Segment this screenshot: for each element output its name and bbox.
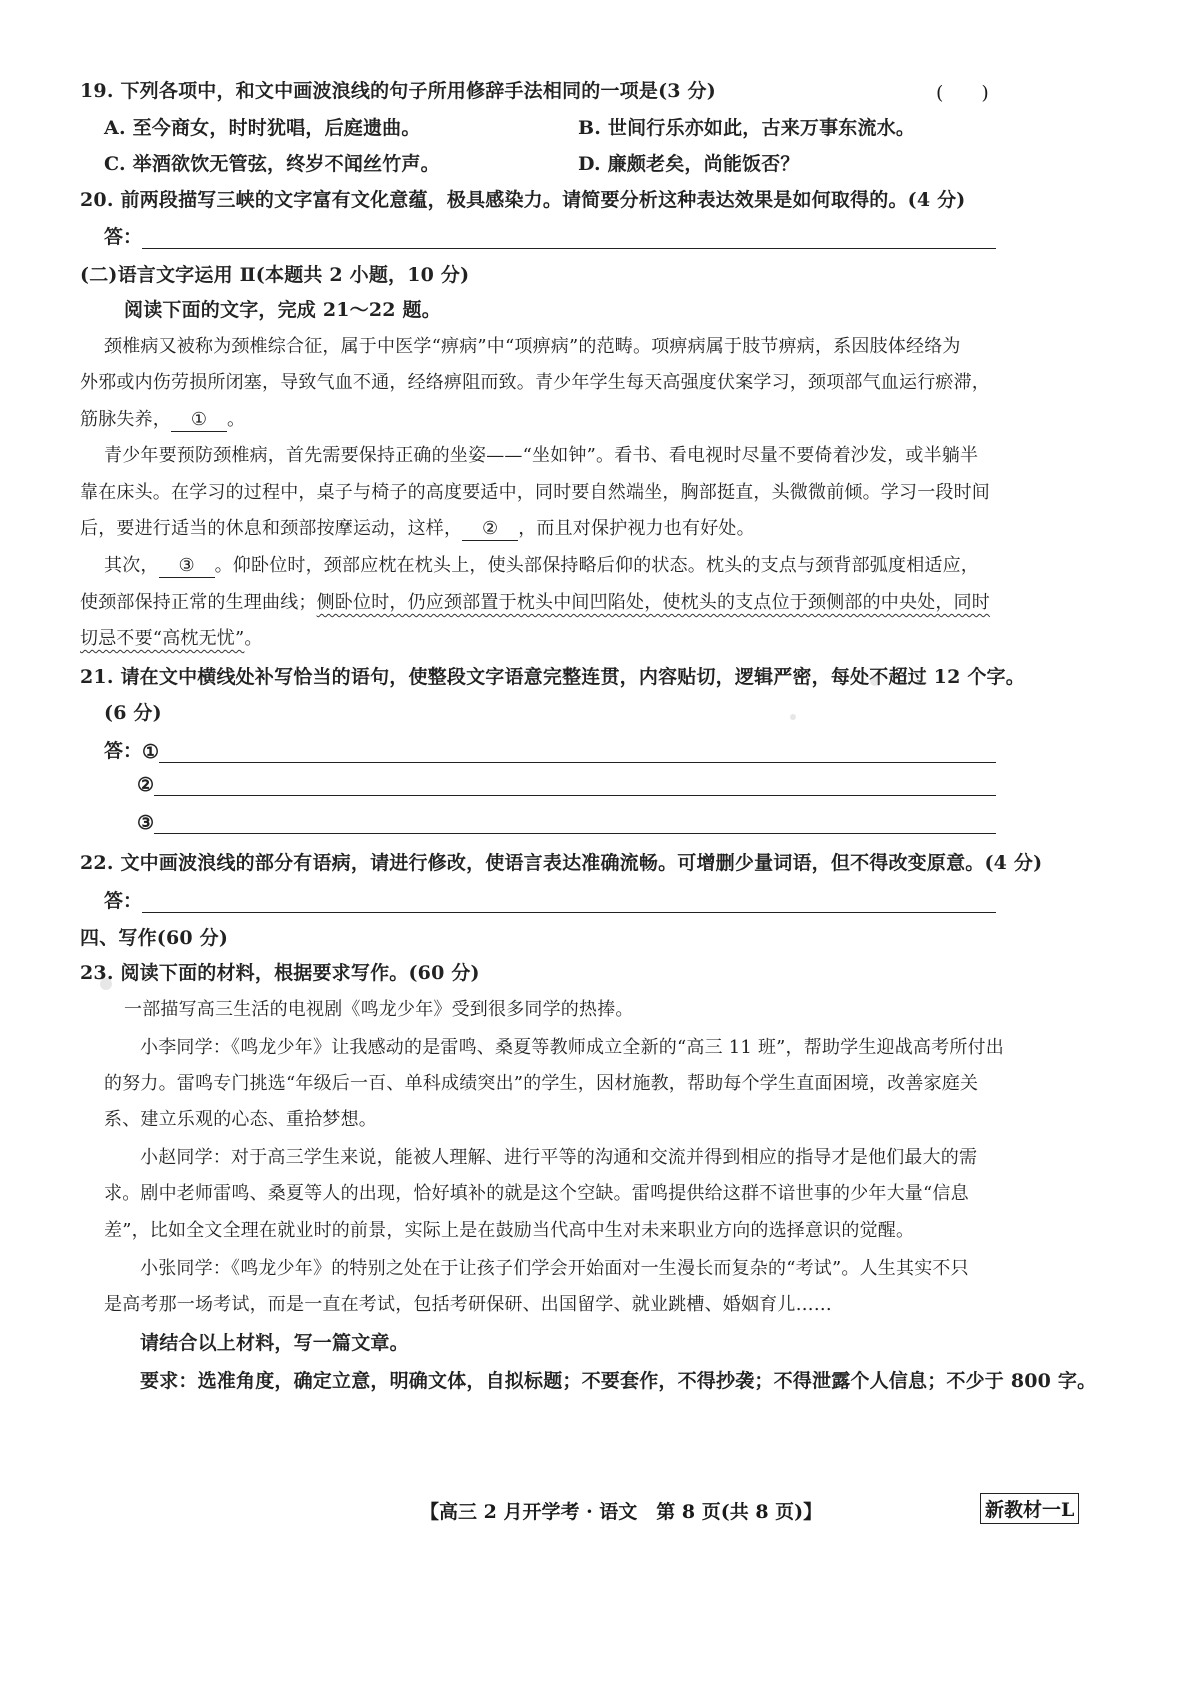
answer-line[interactable] <box>142 230 996 249</box>
option-a: A. 至今商女，时时犹唱，后庭遗曲。 <box>104 117 421 139</box>
passage-line: 切忌不要“高枕无忧”。 <box>80 628 263 649</box>
question-20-stem: 20. 前两段描写三峡的文字富有文化意蕴，极具感染力。请简要分析这种表达效果是如何取得的。(4 分) <box>80 189 966 211</box>
blank-1: ① <box>171 409 227 432</box>
scan-smudge <box>790 714 796 720</box>
material-line: 的努力。雷鸣专门挑选“年级后一百、单科成绩突出”的学生，因材施教，帮助每个学生直面困境，改善家庭关 <box>104 1073 979 1094</box>
passage-line: 外邪或内伤劳损所闭塞，导致气血不通，经络痹阻而致。青少年学生每天高强度伏案学习，颈项部气血运行瘀滞， <box>80 372 990 393</box>
answer-number: ② <box>137 774 155 796</box>
option-b: B. 世间行乐亦如此，古来万事东流水。 <box>578 117 916 139</box>
material-line: 小赵同学：对于高三学生来说，能被人理解、进行平等的沟通和交流并得到相应的指导才是他们最大的需 <box>140 1147 978 1168</box>
answer-label: 答： <box>104 890 143 912</box>
section-heading: (二)语言文字运用 Ⅱ(本题共 2 小题，10 分) <box>80 264 470 286</box>
material-line: 求。剧中老师雷鸣、桑夏等人的出现，恰好填补的就是这个空缺。雷鸣提供给这群不谙世事的少年大量“信息 <box>104 1183 969 1204</box>
passage-line: 靠在床头。在学习的过程中，桌子与椅子的高度要适中，同时要自然端坐，胸部挺直，头微微前倾。学习一段时间 <box>80 482 990 503</box>
material-line: 差”，比如全文全理在就业时的前景，实际上是在鼓励当代高中生对未来职业方向的选择意识的觉醒。 <box>104 1220 915 1241</box>
passage-line: 筋脉失养， ① 。 <box>80 409 246 430</box>
answer-row-21-1[interactable] <box>104 736 996 763</box>
passage-line: 颈椎病又被称为颈椎综合征，属于中医学“痹病”中“项痹病”的范畴。项痹病属于肢节痹病，系因肢体经络为 <box>104 336 961 357</box>
question-21-stem: 21. 请在文中横线处补写恰当的语句，使整段文字语意完整连贯，内容贴切，逻辑严密，每处不超过 12 个字。 <box>80 666 1025 688</box>
scan-smudge <box>870 676 880 686</box>
passage-line: 使颈部保持正常的生理曲线；侧卧位时，仍应颈部置于枕头中间凹陷处，使枕头的支点位于颈侧部的中央处，同时 <box>80 592 991 613</box>
answer-row-21-3[interactable] <box>137 812 996 834</box>
question-21-score: (6 分) <box>104 702 162 724</box>
material-line: 小张同学：《鸣龙少年》的特别之处在于让孩子们学会开始面对一生漫长而复杂的“考试”。人生其实不只 <box>140 1258 969 1279</box>
scan-smudge <box>100 978 112 990</box>
answer-label: 答： <box>104 740 143 762</box>
passage-line: 后，要进行适当的休息和颈部按摩运动，这样， ② ，而且对保护视力也有好处。 <box>80 518 755 539</box>
wavy-underlined-text: 切忌不要“高枕无忧” <box>80 628 245 649</box>
answer-row-20[interactable] <box>104 222 996 249</box>
blank-3: ③ <box>159 555 215 578</box>
option-d: D. 廉颇老矣，尚能饭否？ <box>578 153 800 175</box>
edition-badge: 新教材一L <box>980 1493 1079 1524</box>
answer-line[interactable] <box>154 815 996 834</box>
material-line: 小李同学：《鸣龙少年》让我感动的是雷鸣、桑夏等教师成立全新的“高三 11 班”，帮助学生迎战高考所付出 <box>140 1037 1004 1058</box>
answer-parentheses: ( ) <box>936 82 989 104</box>
passage-line: 青少年要预防颈椎病，首先需要保持正确的坐姿——“坐如钟”。看书、看电视时尽量不要倚着沙发，或半躺半 <box>104 445 979 466</box>
passage-line: 其次， ③ 。仰卧位时，颈部应枕在枕头上，使头部保持略后仰的状态。枕头的支点与颈背部弧度相适应， <box>104 555 980 576</box>
footer-page-info: 【高三 2 月开学考 · 语文 第 8 页(共 8 页)】 <box>420 1501 823 1523</box>
section-heading: 四、写作(60 分) <box>80 927 229 949</box>
answer-number: ③ <box>137 812 155 834</box>
material-line: 是高考那一场考试，而是一直在考试，包括考研保研、出国留学、就业跳槽、婚姻育儿…… <box>104 1294 832 1315</box>
writing-task: 请结合以上材料，写一篇文章。 <box>140 1332 409 1354</box>
answer-row-22[interactable] <box>104 886 996 913</box>
option-c: C. 举酒欲饮无管弦，终岁不闻丝竹声。 <box>104 153 440 175</box>
material-line: 一部描写高三生活的电视剧《鸣龙少年》受到很多同学的热捧。 <box>124 999 634 1020</box>
wavy-underlined-text: 侧卧位时，仍应颈部置于枕头中间凹陷处，使枕头的支点位于颈侧部的中央处，同时 <box>316 592 991 613</box>
material-line: 系、建立乐观的心态、重拾梦想。 <box>104 1109 377 1130</box>
answer-line[interactable] <box>142 894 996 913</box>
section-instruction: 阅读下面的文字，完成 21～22 题。 <box>124 299 441 321</box>
blank-2: ② <box>462 518 518 541</box>
answer-line[interactable] <box>154 777 996 796</box>
question-19-stem: 19. 下列各项中，和文中画波浪线的句子所用修辞手法相同的一项是(3 分) <box>80 80 716 102</box>
answer-label: 答： <box>104 226 143 248</box>
answer-line[interactable] <box>159 744 996 763</box>
answer-row-21-2[interactable] <box>137 774 996 796</box>
question-23-stem: 23. 阅读下面的材料，根据要求写作。(60 分) <box>80 962 480 984</box>
question-22-stem: 22. 文中画波浪线的部分有语病，请进行修改，使语言表达准确流畅。可增删少量词语，但不得改变原意。(4 分) <box>80 852 1043 874</box>
answer-number: ① <box>142 741 160 763</box>
writing-requirement: 要求：选准角度，确定立意，明确文体，自拟标题；不要套作，不得抄袭；不得泄露个人信息；不少于 800 字。 <box>140 1370 1097 1392</box>
